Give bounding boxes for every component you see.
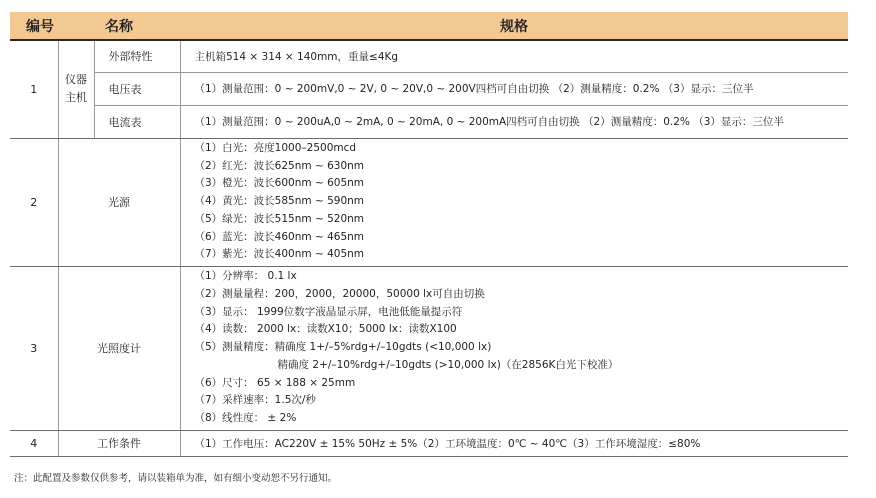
spec-line: （5）测量精度：精确度 1+/–5%rdg+/–10gdts (<10,000 lx)	[194, 341, 492, 354]
spec-line: （1）白光：亮度1000–2500mcd	[194, 142, 357, 155]
row-name: 工作条件	[58, 430, 180, 456]
sub-spec: （1）测量范围：0 ~ 200mV,0 ~ 2V, 0 ~ 20V,0 ~ 200V四档可自由切换 （2）测量精度：0.2% （3）显示：三位半	[180, 72, 848, 105]
spec-line: （5）绿光：波长515nm ~ 520nm	[194, 212, 365, 225]
sub-name: 电流表	[94, 105, 180, 138]
spec-line: 精确度 2+/–10%rdg+/–10gdts (>10,000 lx)（在2856K白光下校准）	[277, 358, 619, 371]
row-num: 2	[10, 138, 58, 266]
row-spec	[180, 138, 848, 266]
spec-line: （6）尺寸： 65 × 188 × 25mm	[194, 376, 356, 389]
spec-line: （1）分辨率： 0.1 lx	[194, 270, 297, 283]
row-group-name	[58, 40, 94, 138]
table-row	[10, 138, 848, 266]
table-row	[10, 72, 848, 105]
table-row	[10, 266, 848, 430]
table-row	[10, 430, 848, 456]
row-num: 1	[10, 40, 58, 138]
spec-line: （4）黄光：波长585nm ~ 590nm	[194, 195, 365, 208]
group-label-line2: 主机	[65, 91, 87, 105]
header-spec: 规格	[180, 12, 848, 40]
spec-line: （3）橙光：波长600nm ~ 605nm	[194, 177, 365, 190]
spec-line: （2）红光：波长625nm ~ 630nm	[194, 159, 365, 172]
header-row	[10, 12, 848, 40]
spec-line: （2）测量量程：200，2000，20000，50000 lx可自由切换	[194, 288, 485, 301]
sub-name: 电压表	[94, 72, 180, 105]
row-num: 4	[10, 430, 58, 456]
group-label-line1: 仪器	[65, 73, 87, 87]
row-spec: （1）工作电压：AC220V ± 15% 50Hz ± 5%（2）工环境温度：0℃ ~ 40℃（3）工作环境湿度：≤80%	[180, 430, 848, 456]
row-name: 光源	[58, 138, 180, 266]
spec-line: （6）蓝光：波长460nm ~ 465nm	[194, 230, 365, 243]
spec-table	[10, 12, 848, 457]
row-num: 3	[10, 266, 58, 430]
header-num: 编号	[10, 12, 58, 40]
spec-line: （7）采样速率：1.5次/秒	[194, 394, 316, 407]
sub-name: 外部特性	[94, 40, 180, 72]
row-name: 光照度计	[58, 266, 180, 430]
sub-spec: 主机箱514 × 314 × 140mm，重量≤4Kg	[180, 40, 848, 72]
table-row	[10, 40, 848, 72]
spec-line: （8）线性度： ± 2%	[194, 411, 297, 424]
spec-line: （4）读数： 2000 lx：读数X10；5000 lx：读数X100	[194, 323, 457, 336]
table-row	[10, 105, 848, 138]
header-name: 名称	[58, 12, 180, 40]
row-spec	[180, 266, 848, 430]
footnote: 注：此配置及参数仅供参考，请以装箱单为准，如有细小变动恕不另行通知。	[14, 473, 338, 484]
spec-line: （7）紫光：波长400nm ~ 405nm	[194, 248, 365, 261]
spec-line: （3）显示： 1999位数字液晶显示屏，电池低能量提示符	[194, 305, 463, 318]
sub-spec: （1）测量范围：0 ~ 200uA,0 ~ 2mA, 0 ~ 20mA, 0 ~ 200mA四档可自由切换 （2）测量精度：0.2% （3）显示：三位半	[180, 105, 848, 138]
